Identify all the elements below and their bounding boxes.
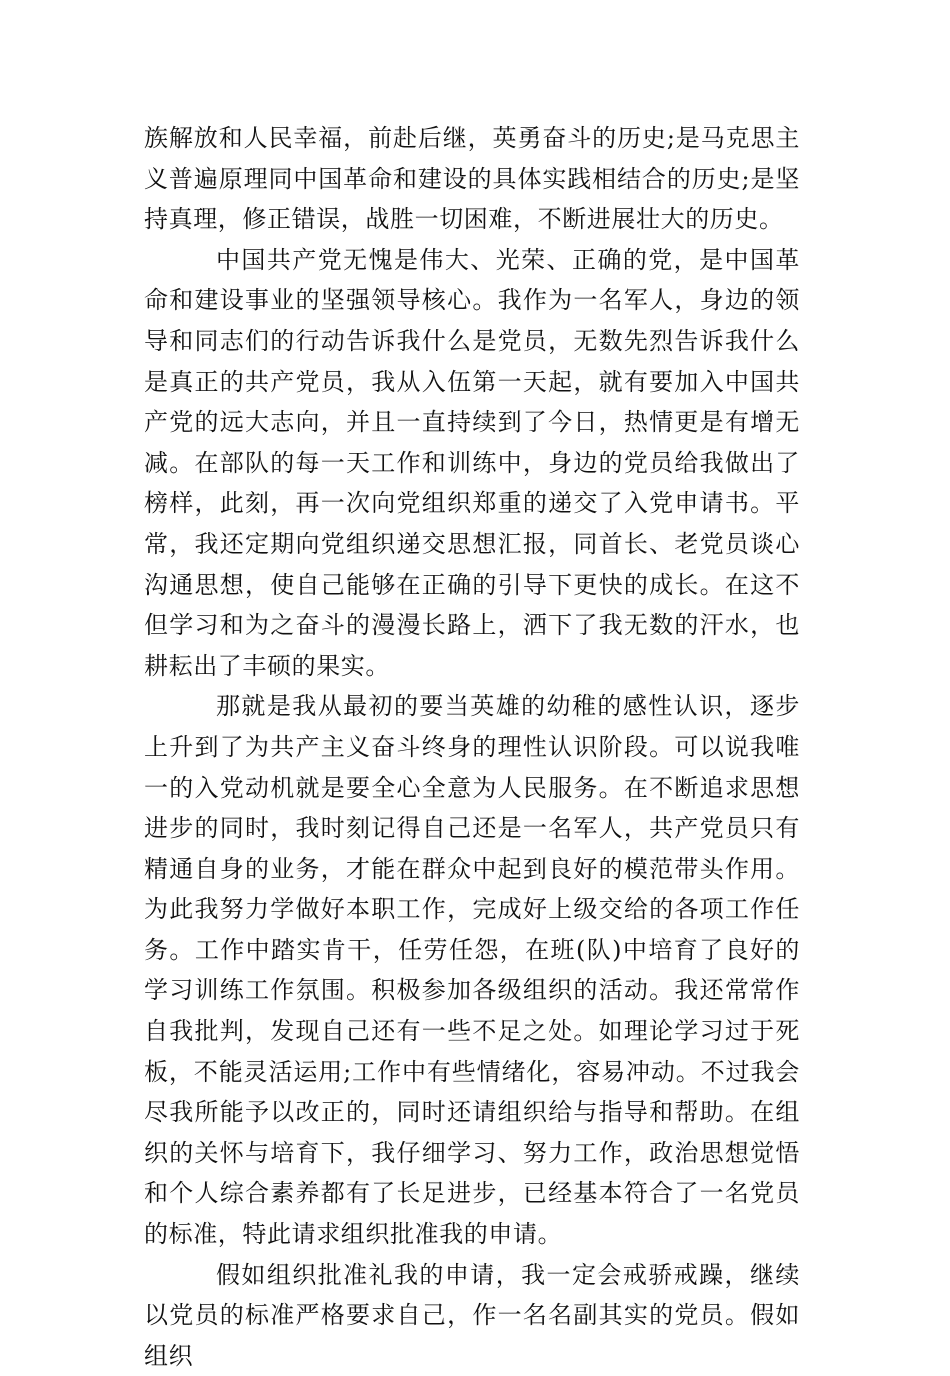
paragraph-3: 那就是我从最初的要当英雄的幼稚的感性认识，逐步上升到了为共产主义奋斗终身的理性认识阶段。可以说我唯一的入党动机就是要全心全意为人民服务。在不断追求思想进步的同时，我时刻记得自己还是一名军人，共产党员只有精通自身的业务，才能在群众中起到良好的模范带头作用。为此我努力学做好本职工作，完成好上级交给的各项工作任务。工作中踏实肯干，任劳任怨，在班(队)中培育了良好的学习训练工作氛围。积极参加各级组织的活动。我还常常作自我批判，发现自己还有一些不足之处。如理论学习过于死板，不能灵活运用;工作中有些情绪化，容易冲动。不过我会尽我所能予以改正的，同时还请组织给与指导和帮助。在组织的关怀与培育下，我仔细学习、努力工作，政治思想觉悟和个人综合素养都有了长足进步，已经基本符合了一名党员的标准，特此请求组织批准我的申请。 xyxy=(144,692,800,1249)
paragraph-4: 假如组织批准礼我的申请，我一定会戒骄戒躁，继续以党员的标准严格要求自己，作一名名副其实的党员。假如组织 xyxy=(144,1260,800,1370)
paragraph-1: 族解放和人民幸福，前赴后继，英勇奋斗的历史;是马克思主义普遍原理同中国革命和建设的具体实践相结合的历史;是坚持真理，修正错误，战胜一切困难，不断进展壮大的历史。 xyxy=(144,124,800,234)
paragraph-2: 中国共产党无愧是伟大、光荣、正确的党，是中国革命和建设事业的坚强领导核心。我作为一名军人，身边的领导和同志们的行动告诉我什么是党员，无数先烈告诉我什么是真正的共产党员，我从入伍第一天起，就有要加入中国共产党的远大志向，并且一直持续到了今日，热情更是有增无减。在部队的每一天工作和训练中，身边的党员给我做出了榜样，此刻，再一次向党组织郑重的递交了入党申请书。平常，我还定期向党组织递交思想汇报，同首长、老党员谈心沟通思想，使自己能够在正确的引导下更快的成长。在这不但学习和为之奋斗的漫漫长路上，洒下了我无数的汗水，也耕耘出了丰硕的果实。 xyxy=(144,245,800,680)
document-page xyxy=(144,118,800,1376)
